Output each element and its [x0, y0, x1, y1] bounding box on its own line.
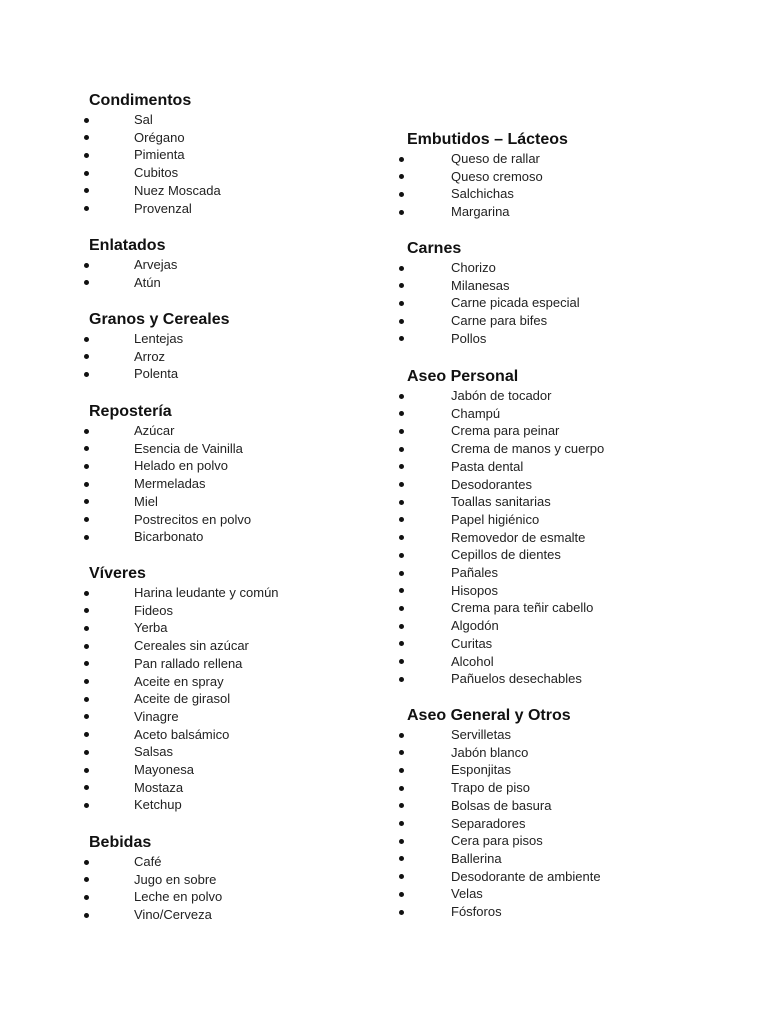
bullet-icon — [84, 446, 89, 451]
bullet-icon — [399, 571, 404, 576]
list-item-label: Pañales — [451, 565, 498, 580]
list-item-label: Chorizo — [451, 260, 496, 275]
list-item-label: Pasta dental — [451, 458, 524, 474]
category-title: Aseo General y Otros — [407, 707, 571, 724]
bullet-icon — [84, 263, 89, 268]
bullet-icon — [84, 171, 89, 176]
list-item-label: Hisopos — [451, 582, 498, 598]
bullet-icon — [399, 821, 404, 826]
bullet-icon — [84, 280, 89, 285]
bullet-icon — [84, 679, 89, 684]
list-item-label: Jabón blanco — [451, 744, 529, 760]
bullet-icon — [399, 464, 404, 469]
list-item-label: Queso de rallar — [451, 151, 540, 166]
bullet-icon — [399, 301, 404, 306]
bullet-icon — [399, 157, 404, 162]
list-item-label: Ketchup — [134, 797, 182, 813]
list-item-label: Harina leudante y común — [134, 585, 279, 600]
bullet-icon — [399, 411, 404, 416]
bullet-icon — [399, 447, 404, 452]
bullet-icon — [84, 913, 89, 918]
bullet-icon — [399, 553, 404, 558]
category-title: Repostería — [89, 403, 172, 420]
bullet-icon — [399, 482, 404, 487]
bullet-icon — [399, 856, 404, 861]
bullet-icon — [84, 785, 89, 790]
list-item-label: Lentejas — [134, 331, 184, 346]
bullet-icon — [84, 535, 89, 540]
list-item-label: Café — [134, 854, 162, 869]
list-item-label: Aceite de girasol — [134, 691, 231, 707]
bullet-icon — [399, 803, 404, 808]
list-item-label: Bolsas de basura — [451, 797, 552, 813]
bullet-icon — [399, 839, 404, 844]
list-item-label: Alcohol — [451, 653, 494, 669]
list-item-label: Pan rallado rellena — [134, 655, 243, 671]
bullet-icon — [84, 517, 89, 522]
bullet-icon — [399, 336, 404, 341]
bullet-icon — [84, 860, 89, 865]
list-item-label: Algodón — [451, 618, 499, 634]
list-item-label: Salchichas — [451, 186, 514, 202]
bullet-icon — [84, 464, 89, 469]
list-item-label: Miel — [134, 493, 158, 509]
list-item-label: Carne picada especial — [451, 295, 580, 311]
list-item-label: Postrecitos en polvo — [134, 511, 252, 527]
list-item-label: Sal — [134, 112, 153, 127]
list-item-label: Servilletas — [451, 727, 511, 742]
list-item-label: Crema para teñir cabello — [451, 600, 594, 616]
category-title: Condimentos — [89, 92, 192, 109]
list-item-label: Arroz — [134, 348, 166, 364]
list-item-label: Yerba — [134, 620, 168, 636]
bullet-icon — [84, 697, 89, 702]
list-item-label: Aceite en spray — [134, 673, 224, 689]
list-item-label: Margarina — [451, 204, 510, 220]
bullet-icon — [84, 768, 89, 773]
bullet-icon — [399, 174, 404, 179]
list-item-label: Champú — [451, 405, 501, 421]
bullet-icon — [84, 482, 89, 487]
bullet-icon — [399, 535, 404, 540]
bullet-icon — [84, 732, 89, 737]
list-item-label: Orégano — [134, 129, 185, 145]
bullet-icon — [84, 188, 89, 193]
list-item-label: Vinagre — [134, 708, 179, 724]
list-item-label: Mermeladas — [134, 476, 206, 492]
bullet-icon — [399, 786, 404, 791]
bullet-icon — [84, 714, 89, 719]
list-item-label: Cereales sin azúcar — [134, 638, 249, 654]
list-item-label: Salsas — [134, 744, 174, 760]
list-item-label: Separadores — [451, 815, 526, 831]
bullet-icon — [84, 750, 89, 755]
bullet-icon — [84, 206, 89, 211]
bullet-icon — [84, 337, 89, 342]
bullet-icon — [399, 192, 404, 197]
list-item-label: Helado en polvo — [134, 458, 228, 474]
list-item-label: Fideos — [134, 602, 174, 618]
list-item-label: Pimienta — [134, 147, 185, 163]
list-item-label: Polenta — [134, 366, 179, 382]
list-item-label: Mayonesa — [134, 762, 194, 777]
bullet-icon — [399, 283, 404, 288]
bullet-icon — [84, 608, 89, 613]
bullet-icon — [399, 910, 404, 915]
bullet-icon — [84, 499, 89, 504]
category-title: Enlatados — [89, 237, 166, 254]
list-item-label: Cera para pisos — [451, 833, 543, 849]
bullet-icon — [84, 372, 89, 377]
bullet-icon — [399, 892, 404, 897]
list-item-label: Desodorantes — [451, 476, 532, 492]
list-item-label: Toallas sanitarias — [451, 494, 551, 510]
bullet-icon — [399, 429, 404, 434]
bullet-icon — [399, 624, 404, 629]
list-item-label: Jabón de tocador — [451, 388, 552, 403]
list-item-label: Vino/Cerveza — [134, 907, 212, 923]
list-item-label: Bicarbonato — [134, 529, 204, 545]
bullet-icon — [399, 588, 404, 593]
list-item-label: Arvejas — [134, 257, 178, 272]
bullet-icon — [399, 266, 404, 271]
list-item-label: Nuez Moscada — [134, 182, 221, 198]
list-item-label: Cubitos — [134, 165, 179, 181]
list-item-label: Velas — [451, 886, 483, 902]
bullet-icon — [399, 677, 404, 682]
list-item-label: Cepillos de dientes — [451, 547, 561, 563]
list-item-label: Aceto balsámico — [134, 726, 230, 742]
category-title: Embutidos – Lácteos — [407, 131, 568, 148]
bullet-icon — [399, 394, 404, 399]
list-item-label: Atún — [134, 274, 161, 290]
bullet-icon — [399, 210, 404, 215]
bullet-icon — [84, 429, 89, 434]
list-item-label: Queso cremoso — [451, 168, 543, 184]
list-item-label: Crema para peinar — [451, 423, 560, 439]
bullet-icon — [84, 118, 89, 123]
list-item-label: Ballerina — [451, 850, 502, 866]
bullet-icon — [84, 644, 89, 649]
bullet-icon — [84, 661, 89, 666]
list-item-label: Provenzal — [134, 200, 192, 216]
bullet-icon — [399, 874, 404, 879]
bullet-icon — [84, 135, 89, 140]
category-title: Carnes — [407, 240, 462, 257]
list-item-label: Desodorante de ambiente — [451, 868, 601, 884]
list-item-label: Crema de manos y cuerpo — [451, 441, 605, 457]
bullet-icon — [84, 626, 89, 631]
bullet-icon — [399, 517, 404, 522]
category-title: Granos y Cereales — [89, 311, 230, 328]
category-title: Víveres — [89, 565, 146, 582]
list-item-label: Esponjitas — [451, 762, 511, 778]
list-item-label: Carne para bifes — [451, 313, 548, 329]
bullet-icon — [84, 153, 89, 158]
bullet-icon — [84, 354, 89, 359]
category-title: Bebidas — [89, 834, 152, 851]
list-item-label: Removedor de esmalte — [451, 529, 586, 545]
list-item-label: Mostaza — [134, 779, 184, 795]
list-item-label: Fósforos — [451, 904, 502, 919]
list-item-label: Curitas — [451, 635, 493, 651]
list-item-label: Pollos — [451, 330, 487, 346]
bullet-icon — [399, 606, 404, 611]
list-item-label: Azúcar — [134, 423, 175, 438]
list-item-label: Papel higiénico — [451, 511, 540, 527]
list-item-label: Pañuelos desechables — [451, 671, 582, 687]
bullet-icon — [84, 591, 89, 596]
list-item-label: Jugo en sobre — [134, 871, 217, 887]
list-item-label: Esencia de Vainilla — [134, 440, 243, 456]
bullet-icon — [399, 319, 404, 324]
bullet-icon — [399, 659, 404, 664]
bullet-icon — [399, 641, 404, 646]
list-item-label: Trapo de piso — [451, 780, 531, 796]
bullet-icon — [399, 768, 404, 773]
bullet-icon — [84, 803, 89, 808]
bullet-icon — [84, 895, 89, 900]
list-item-label: Milanesas — [451, 277, 510, 293]
category-title: Aseo Personal — [407, 368, 519, 385]
bullet-icon — [84, 877, 89, 882]
bullet-icon — [399, 500, 404, 505]
bullet-icon — [399, 733, 404, 738]
bullet-icon — [399, 750, 404, 755]
list-item-label: Leche en polvo — [134, 889, 223, 905]
